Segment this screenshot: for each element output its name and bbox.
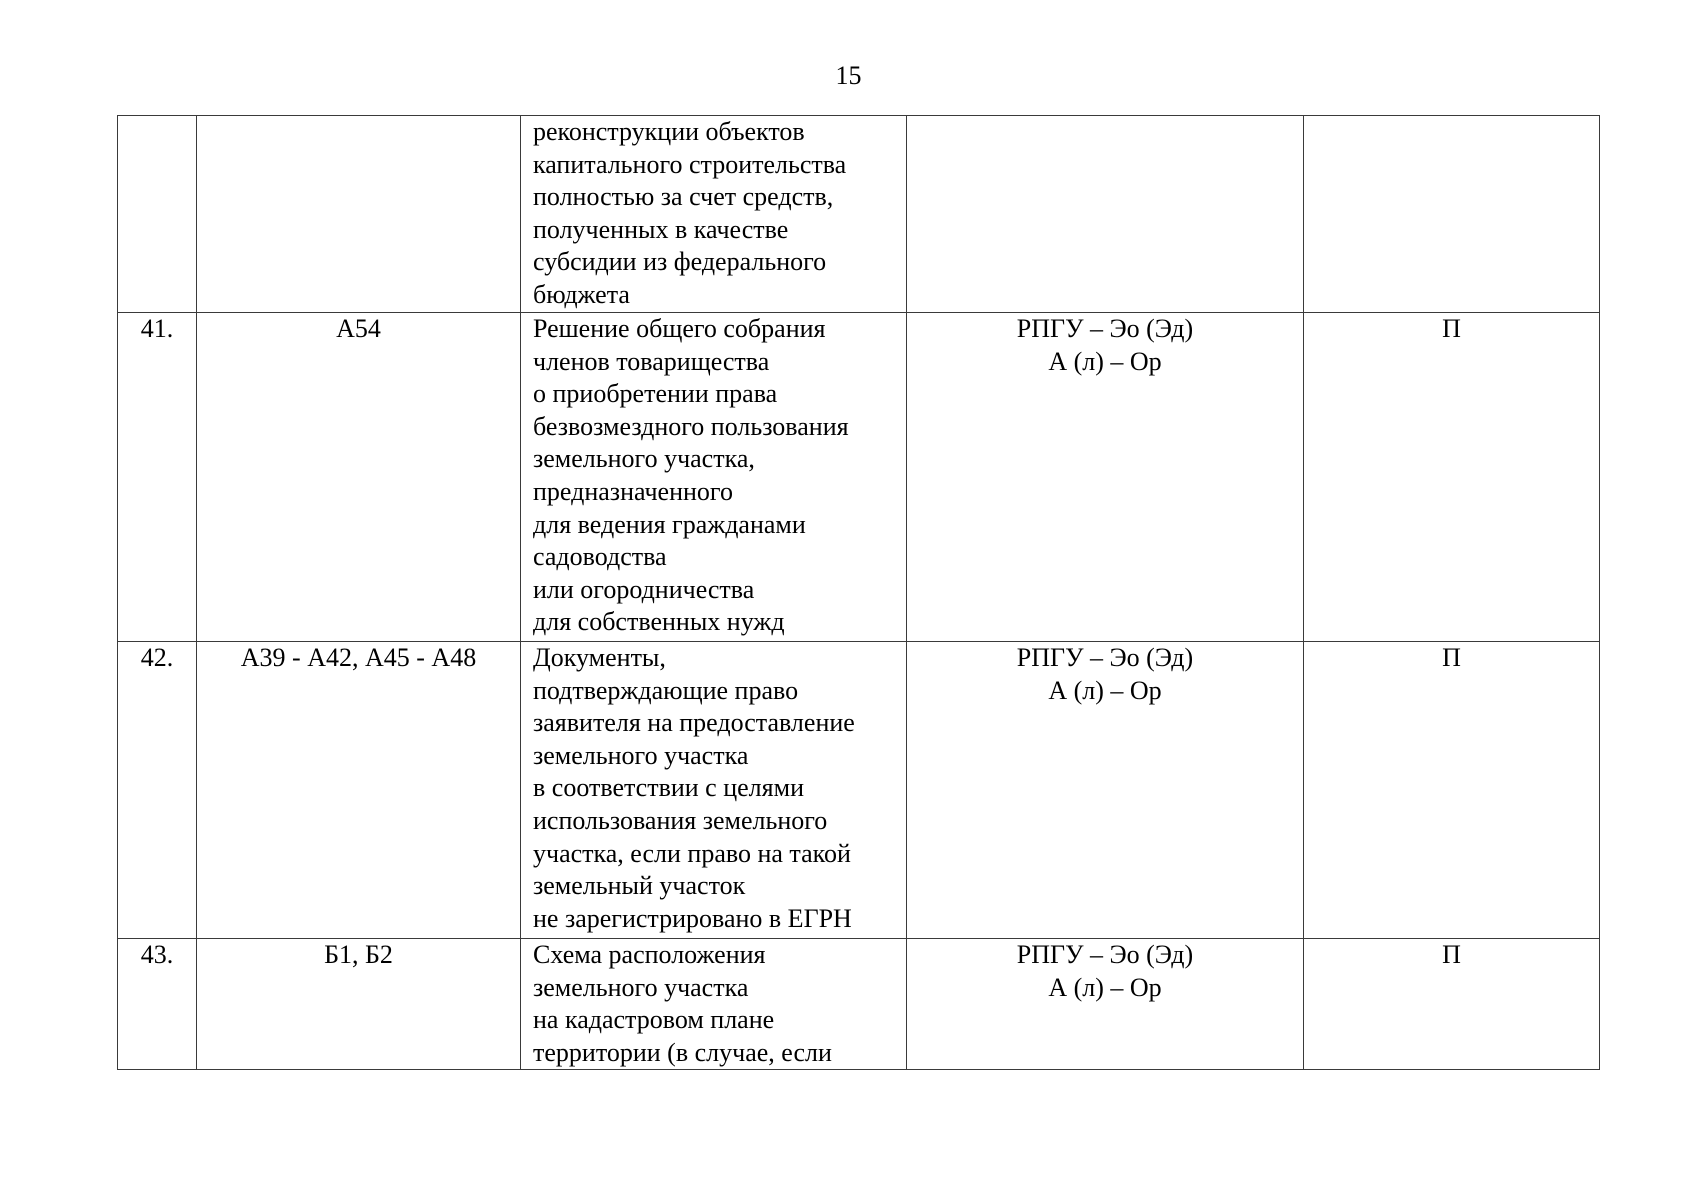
row-number-cell <box>118 642 197 939</box>
description-line: земельного участка, <box>533 444 755 474</box>
table-row <box>118 642 1600 939</box>
row-type-cell <box>1304 642 1600 939</box>
row-description-cell <box>521 313 907 642</box>
description-line: членов товарищества <box>533 346 770 376</box>
description-line: реконструкции объектов <box>533 117 805 146</box>
row-codes: А39 - А42, А45 - А48 <box>240 643 477 672</box>
table-row <box>118 939 1600 1070</box>
description-line: Схема расположения <box>533 940 766 969</box>
description-line: Решение общего собрания <box>533 314 826 343</box>
row-number-cell <box>118 116 197 313</box>
description-line: заявителя на предоставление <box>533 708 855 738</box>
source-line: РПГУ – Эо (Эд) <box>1016 643 1194 672</box>
row-source-cell <box>907 313 1304 642</box>
description-line: полученных в качестве <box>533 214 789 244</box>
description-line: участка, если право на такой <box>533 838 851 868</box>
description-line: или огородничества <box>533 574 755 604</box>
description-line: садоводства <box>533 542 667 572</box>
row-codes: А54 <box>336 314 381 343</box>
row-description-cell <box>521 939 907 1070</box>
row-codes-cell <box>197 313 521 642</box>
row-codes: Б1, Б2 <box>324 940 393 969</box>
description-line: подтверждающие право <box>533 675 799 705</box>
row-type-cell <box>1304 313 1600 642</box>
row-source-cell <box>907 642 1304 939</box>
row-description-cell <box>521 116 907 313</box>
row-source-cell <box>907 116 1304 313</box>
row-number-cell <box>118 939 197 1070</box>
row-source-cell <box>907 939 1304 1070</box>
row-type: П <box>1442 643 1461 672</box>
row-type: П <box>1442 940 1461 969</box>
description-line: капитального строительства <box>533 149 847 179</box>
description-line: использования земельного <box>533 805 828 835</box>
row-number-cell <box>118 313 197 642</box>
documents-table <box>117 115 1600 1070</box>
row-codes-cell <box>197 939 521 1070</box>
table-row <box>118 313 1600 642</box>
description-line: не зарегистрировано в ЕГРН <box>533 903 852 933</box>
source-line: А (л) – Ор <box>1048 972 1162 1002</box>
description-line: полностью за счет средств, <box>533 182 834 212</box>
row-codes-cell <box>197 116 521 313</box>
source-line: РПГУ – Эо (Эд) <box>1016 314 1194 343</box>
description-line: территории (в случае, если <box>533 1037 832 1067</box>
description-line: земельного участка <box>533 740 749 770</box>
description-line: для собственных нужд <box>533 607 785 637</box>
row-type-cell <box>1304 116 1600 313</box>
row-number: 42. <box>140 643 174 672</box>
row-number: 43. <box>140 940 174 969</box>
description-line: предназначенного <box>533 476 733 506</box>
row-codes-cell <box>197 642 521 939</box>
source-line: А (л) – Ор <box>1048 675 1162 705</box>
description-line: для ведения гражданами <box>533 509 806 539</box>
description-line: земельный участок <box>533 871 746 901</box>
row-type: П <box>1442 314 1461 343</box>
table-row-continuation <box>118 116 1600 313</box>
source-line: А (л) – Ор <box>1048 346 1162 376</box>
description-line: земельного участка <box>533 972 749 1002</box>
description-line: на кадастровом плане <box>533 1005 775 1035</box>
source-line: РПГУ – Эо (Эд) <box>1016 940 1194 969</box>
page-number: 15 <box>835 61 862 90</box>
row-number: 41. <box>140 314 174 343</box>
description-line: о приобретении права <box>533 379 778 409</box>
description-line: бюджета <box>533 279 630 309</box>
row-description-cell <box>521 642 907 939</box>
description-line: безвозмездного пользования <box>533 411 849 441</box>
description-line: Документы, <box>533 643 666 672</box>
description-line: в соответствии с целями <box>533 773 804 803</box>
description-line: субсидии из федерального <box>533 247 827 277</box>
row-type-cell <box>1304 939 1600 1070</box>
